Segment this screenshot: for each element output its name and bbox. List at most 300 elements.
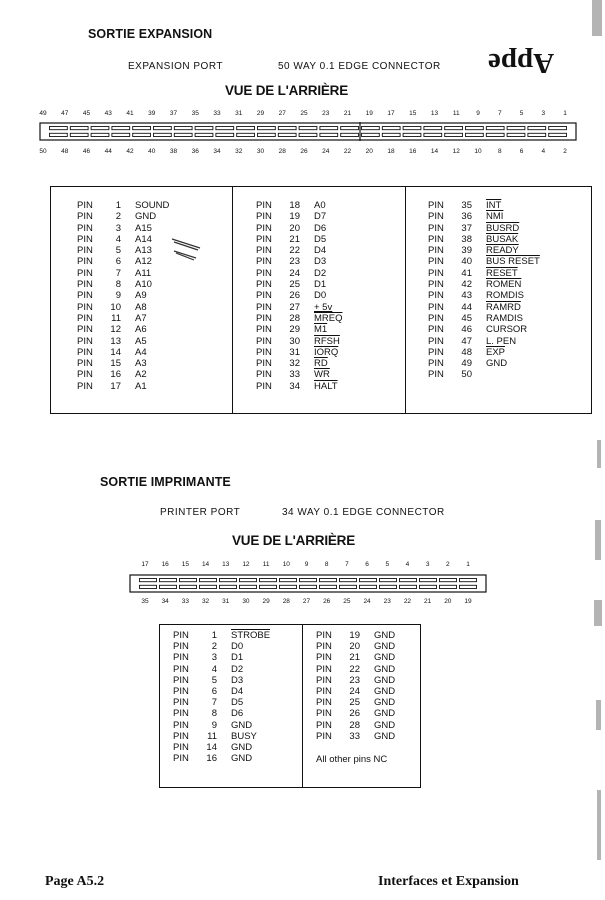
pin-number: 40 xyxy=(148,148,156,155)
pin-number-cell: 8 xyxy=(115,279,121,291)
pin-number: 22 xyxy=(343,148,352,155)
pin-number-cell: 11 xyxy=(111,312,121,324)
signal-name: D4 xyxy=(231,686,244,698)
pin-row xyxy=(428,234,591,245)
pin-number-cell: 21 xyxy=(289,233,300,245)
pen-scribble-mark xyxy=(170,236,206,262)
expansion-title: SORTIE EXPANSION xyxy=(88,27,213,41)
signal-name: BUS RESET xyxy=(486,256,540,268)
signal-name: GND xyxy=(231,753,253,765)
signal-name: ROMDIS xyxy=(486,290,524,302)
pin-keyword: PIN xyxy=(256,335,272,347)
pin-number: 10 xyxy=(474,148,482,155)
pin-number-cell: 24 xyxy=(289,267,300,279)
pin-keyword: PIN xyxy=(316,708,332,720)
pin-number: 7 xyxy=(497,110,502,117)
pin-keyword: PIN xyxy=(173,697,189,709)
pin-number-cell: 5 xyxy=(115,245,121,257)
pin-number: 39 xyxy=(148,110,156,117)
signal-name: A4 xyxy=(135,346,147,358)
pin-number-cell: 26 xyxy=(349,708,360,720)
expansion-pin-column-1 xyxy=(51,187,233,413)
pin-number: 33 xyxy=(213,110,221,117)
pin-keyword: PIN xyxy=(316,663,332,675)
pin-row xyxy=(428,200,591,211)
pin-number: 21 xyxy=(424,598,432,605)
signal-name: A14 xyxy=(135,233,152,245)
pin-row xyxy=(256,381,405,392)
pin-row xyxy=(428,336,591,347)
printer-port-label: PRINTER PORT xyxy=(160,507,241,518)
signal-name: A13 xyxy=(135,245,152,257)
pin-number-cell: 3 xyxy=(115,222,121,234)
pin-row xyxy=(316,686,420,697)
pin-keyword: PIN xyxy=(77,256,93,268)
pin-row xyxy=(316,675,420,686)
pin-number-cell: 50 xyxy=(461,369,472,381)
signal-name: $\overline{INT}$ xyxy=(486,200,502,211)
pin-number: 19 xyxy=(365,110,373,117)
pin-row xyxy=(428,211,591,222)
pin-row xyxy=(77,245,232,256)
signal-name: A1 xyxy=(135,380,147,392)
pin-number: 8 xyxy=(497,148,502,155)
pin-number: 50 xyxy=(39,148,47,155)
expansion-connector-label: 50 WAY 0.1 EDGE CONNECTOR xyxy=(278,61,441,72)
pin-number-cell: 19 xyxy=(349,630,360,641)
pin-number-cell: 11 xyxy=(207,730,217,742)
signal-name: A2 xyxy=(135,369,147,381)
pin-keyword: PIN xyxy=(256,301,272,313)
pin-row xyxy=(77,279,232,290)
pin-number-cell: 25 xyxy=(349,697,360,709)
pin-number: 7 xyxy=(345,561,349,568)
pin-number-cell: 20 xyxy=(349,641,360,653)
pin-keyword: PIN xyxy=(77,200,93,211)
signal-name: RAMRD xyxy=(486,301,521,313)
signal-name: MREQ xyxy=(314,312,343,324)
expansion-view-label: VUE DE L'ARRIÈRE xyxy=(225,83,349,98)
pin-number-cell: 1 xyxy=(115,200,121,211)
pin-number-cell: 14 xyxy=(206,742,217,754)
pin-number: 43 xyxy=(104,110,112,117)
pin-number: 31 xyxy=(235,110,243,117)
pin-number: 10 xyxy=(282,561,290,568)
pin-number: 13 xyxy=(222,561,230,568)
pin-row xyxy=(173,731,302,742)
pin-number-cell: 25 xyxy=(289,279,300,291)
pin-number-cell: 31 xyxy=(289,346,300,358)
pin-number-cell: 23 xyxy=(289,256,300,268)
signal-name: $\overline{EXP}$ xyxy=(486,346,506,358)
signal-name: D1 xyxy=(231,652,244,664)
pin-number-cell: 38 xyxy=(461,233,472,245)
pin-keyword: PIN xyxy=(316,630,332,641)
expansion-top-pin-numbers xyxy=(0,110,605,119)
pin-number: 11 xyxy=(452,110,460,117)
pin-number-cell: 23 xyxy=(349,674,360,686)
pin-row xyxy=(256,324,405,335)
pin-keyword: PIN xyxy=(256,245,272,257)
pin-number: 22 xyxy=(403,598,412,605)
pin-number-cell: 42 xyxy=(461,279,472,291)
pin-keyword: PIN xyxy=(173,686,189,698)
printer-edge-connector xyxy=(128,572,488,596)
signal-name: GND xyxy=(374,708,396,720)
pin-number-cell: 18 xyxy=(289,200,300,211)
pin-number-cell: 22 xyxy=(349,663,360,675)
pin-keyword: PIN xyxy=(77,380,93,392)
pin-number: 29 xyxy=(262,598,270,605)
pin-number-cell: 33 xyxy=(289,369,300,381)
pin-number: 30 xyxy=(256,148,265,155)
pin-row xyxy=(256,234,405,245)
signal-name: RESET xyxy=(486,267,518,279)
signal-name: D5 xyxy=(231,697,244,709)
signal-name: GND xyxy=(374,663,396,675)
pin-keyword: PIN xyxy=(428,267,444,279)
signal-name: A8 xyxy=(135,301,147,313)
pin-row xyxy=(428,369,591,380)
signal-name: D5 xyxy=(314,233,327,245)
pin-number-cell: 7 xyxy=(115,267,121,279)
signal-name: A7 xyxy=(135,312,147,324)
pin-keyword: PIN xyxy=(256,279,272,291)
pin-number-cell: 37 xyxy=(461,222,472,234)
pin-number: 25 xyxy=(300,110,308,117)
scan-edge-speckle xyxy=(588,0,605,900)
pin-number: 41 xyxy=(126,110,134,117)
signal-name: $\overline{WR}$ xyxy=(314,369,330,381)
signal-name: GND xyxy=(374,719,396,731)
pin-keyword: PIN xyxy=(77,346,93,358)
pin-row xyxy=(77,268,232,279)
pin-keyword: PIN xyxy=(428,279,444,291)
signal-name: D2 xyxy=(231,663,244,675)
pin-row xyxy=(77,347,232,358)
pin-number-cell: 7 xyxy=(211,697,217,709)
signal-name: A6 xyxy=(135,324,147,336)
pin-keyword: PIN xyxy=(173,663,189,675)
pin-keyword: PIN xyxy=(77,358,93,370)
pin-number: 44 xyxy=(104,148,112,155)
pin-number: 2 xyxy=(563,148,567,155)
pin-keyword: PIN xyxy=(256,267,272,279)
signal-name: D3 xyxy=(231,674,244,686)
pin-number: 34 xyxy=(213,148,221,155)
pin-row xyxy=(428,358,591,369)
pin-number-cell: 39 xyxy=(461,245,472,257)
pin-keyword: PIN xyxy=(428,222,444,234)
pin-number-cell: 2 xyxy=(211,641,217,653)
signal-name: CURSOR xyxy=(486,324,528,336)
pin-number: 14 xyxy=(430,148,439,155)
pin-keyword: PIN xyxy=(256,256,272,268)
pin-row xyxy=(428,347,591,358)
pin-row xyxy=(77,369,232,380)
pin-number: 1 xyxy=(563,110,567,117)
printer-view-label: VUE DE L'ARRIÈRE xyxy=(232,533,356,548)
pin-row xyxy=(428,245,591,256)
signal-name: READY xyxy=(486,245,519,257)
pin-number: 13 xyxy=(430,110,439,117)
pin-row xyxy=(256,268,405,279)
pin-row xyxy=(316,652,420,663)
pin-keyword: PIN xyxy=(256,290,272,302)
pin-row xyxy=(316,731,420,742)
pin-row xyxy=(173,641,302,652)
signal-name: D7 xyxy=(314,211,327,223)
pin-row xyxy=(256,302,405,313)
signal-name: D4 xyxy=(314,245,327,257)
pin-number: 4 xyxy=(541,148,546,155)
printer-top-pin-numbers xyxy=(0,561,605,570)
signal-name: GND xyxy=(374,652,396,664)
pin-keyword: PIN xyxy=(173,641,189,653)
pin-number: 32 xyxy=(235,148,243,155)
pin-row xyxy=(77,336,232,347)
pin-number: 17 xyxy=(141,561,149,568)
pin-number: 15 xyxy=(181,561,189,568)
pin-number-cell: 19 xyxy=(289,211,300,223)
pin-number: 24 xyxy=(322,148,330,155)
pin-keyword: PIN xyxy=(428,211,444,223)
pin-keyword: PIN xyxy=(428,335,444,347)
pin-keyword: PIN xyxy=(428,200,444,211)
pin-number-cell: 40 xyxy=(461,256,472,268)
expansion-edge-connector xyxy=(38,120,578,144)
pin-row xyxy=(77,313,232,324)
pin-row xyxy=(77,324,232,335)
pin-keyword: PIN xyxy=(256,233,272,245)
pin-row xyxy=(316,720,420,731)
signal-name: GND xyxy=(374,686,396,698)
signal-name: M1 xyxy=(314,324,328,336)
pin-row xyxy=(173,708,302,719)
pin-row xyxy=(173,742,302,753)
pin-row xyxy=(173,675,302,686)
pin-row xyxy=(173,664,302,675)
signal-name: A11 xyxy=(135,267,152,279)
pin-number-cell: 16 xyxy=(206,753,217,765)
pin-number: 20 xyxy=(365,148,373,155)
pin-number-cell: 17 xyxy=(110,380,121,392)
pin-keyword: PIN xyxy=(428,290,444,302)
signal-name: A9 xyxy=(135,290,147,302)
signal-name: BUSRD xyxy=(486,222,520,234)
pin-keyword: PIN xyxy=(173,753,189,765)
pin-keyword: PIN xyxy=(256,324,272,336)
pin-keyword: PIN xyxy=(428,301,444,313)
pin-row xyxy=(256,200,405,211)
signal-name: HALT xyxy=(314,380,338,392)
pin-number-cell: 16 xyxy=(110,369,121,381)
pin-keyword: PIN xyxy=(428,233,444,245)
pin-number: 3 xyxy=(541,110,546,117)
signal-name: RFSH xyxy=(314,335,340,347)
pin-number: 6 xyxy=(365,561,369,568)
pin-row xyxy=(173,697,302,708)
pin-row xyxy=(428,313,591,324)
pin-keyword: PIN xyxy=(256,369,272,381)
pin-row xyxy=(256,245,405,256)
pin-row xyxy=(77,211,232,222)
expansion-pin-table xyxy=(50,186,592,414)
pin-number: 18 xyxy=(387,148,395,155)
printer-pin-table xyxy=(159,624,421,788)
pin-number: 49 xyxy=(39,110,47,117)
pin-keyword: PIN xyxy=(428,346,444,358)
pin-number: 23 xyxy=(322,110,330,117)
pin-keyword: PIN xyxy=(256,200,272,211)
pin-number: 12 xyxy=(452,148,460,155)
signal-name: A12 xyxy=(135,256,152,268)
pin-keyword: PIN xyxy=(316,686,332,698)
pin-number-cell: 3 xyxy=(211,652,217,664)
pin-keyword: PIN xyxy=(173,674,189,686)
pin-keyword: PIN xyxy=(77,312,93,324)
pin-number: 17 xyxy=(387,110,395,117)
expansion-port-label: EXPANSION PORT xyxy=(128,61,223,72)
signal-name: GND xyxy=(374,641,396,653)
pin-keyword: PIN xyxy=(256,211,272,223)
pin-number: 9 xyxy=(304,561,309,568)
signal-name: D2 xyxy=(314,267,327,279)
signal-name: D1 xyxy=(314,279,327,291)
signal-name: GND xyxy=(231,719,253,731)
signal-name: GND xyxy=(374,630,396,641)
signal-name: ROMEN xyxy=(486,279,522,291)
pin-number: 14 xyxy=(201,561,210,568)
signal-name: A15 xyxy=(135,222,152,234)
pin-keyword: PIN xyxy=(256,312,272,324)
pin-row xyxy=(316,708,420,719)
pin-keyword: PIN xyxy=(256,346,272,358)
pin-number: 12 xyxy=(242,561,250,568)
printer-pin-column-2 xyxy=(303,625,420,787)
pin-number: 28 xyxy=(278,148,286,155)
signal-name: $\overline{NMI}$ xyxy=(486,211,504,223)
pin-keyword: PIN xyxy=(173,652,189,664)
pin-keyword: PIN xyxy=(173,708,189,720)
pin-number-cell: 45 xyxy=(461,312,472,324)
pin-row xyxy=(173,630,302,641)
pin-number-cell: 49 xyxy=(461,358,472,370)
pin-number-cell: 15 xyxy=(110,358,121,370)
pin-row xyxy=(316,630,420,641)
pin-number: 6 xyxy=(519,148,524,155)
pin-number: 15 xyxy=(409,110,417,117)
pin-keyword: PIN xyxy=(428,369,444,381)
pin-number-cell: 6 xyxy=(115,256,121,268)
pin-keyword: PIN xyxy=(77,267,93,279)
pin-row xyxy=(428,223,591,234)
pin-row xyxy=(256,256,405,267)
pin-keyword: PIN xyxy=(173,630,189,641)
pin-number-cell: 9 xyxy=(115,290,121,302)
pin-number-cell: 2 xyxy=(115,211,121,223)
pin-number: 33 xyxy=(181,598,189,605)
expansion-bottom-pin-numbers xyxy=(0,148,605,157)
printer-pin-column-1 xyxy=(160,625,303,787)
pin-number: 32 xyxy=(201,598,210,605)
pin-keyword: PIN xyxy=(77,222,93,234)
pin-keyword: PIN xyxy=(173,742,189,754)
pin-row xyxy=(428,279,591,290)
pin-number-cell: 5 xyxy=(211,674,217,686)
pin-number: 36 xyxy=(191,148,199,155)
footer-page-number: Page A5.2 xyxy=(45,874,105,889)
pin-number-cell: 24 xyxy=(349,686,360,698)
pin-row xyxy=(256,290,405,301)
pin-row xyxy=(256,211,405,222)
pin-number: 23 xyxy=(383,598,391,605)
pin-number-cell: 12 xyxy=(110,324,121,336)
pin-row xyxy=(428,290,591,301)
pin-row xyxy=(428,268,591,279)
printer-note: All other pins NC xyxy=(316,754,388,766)
pin-number: 16 xyxy=(409,148,417,155)
pin-number-cell: 4 xyxy=(115,233,121,245)
pin-number: 30 xyxy=(242,598,250,605)
pin-keyword: PIN xyxy=(173,719,189,731)
pin-number: 3 xyxy=(425,561,430,568)
pin-number: 48 xyxy=(61,148,69,155)
pin-number: 21 xyxy=(343,110,352,117)
pin-number-cell: 27 xyxy=(289,301,300,313)
pin-row xyxy=(256,336,405,347)
pin-number: 5 xyxy=(519,110,524,117)
pin-number: 8 xyxy=(324,561,329,568)
pin-number: 11 xyxy=(262,561,270,568)
pin-keyword: PIN xyxy=(316,697,332,709)
pin-number: 26 xyxy=(300,148,308,155)
pin-row xyxy=(428,256,591,267)
pin-keyword: PIN xyxy=(77,279,93,291)
signal-name: + 5v xyxy=(314,301,333,313)
pin-number: 47 xyxy=(61,110,69,117)
pin-number-cell: 4 xyxy=(211,663,217,675)
pin-keyword: PIN xyxy=(316,641,332,653)
signal-name: D0 xyxy=(314,290,327,302)
signal-name: A3 xyxy=(135,358,147,370)
pin-number: 35 xyxy=(141,598,149,605)
expansion-pin-column-2 xyxy=(233,187,406,413)
pin-row xyxy=(428,324,591,335)
pin-number-cell: 28 xyxy=(349,719,360,731)
pin-row xyxy=(428,302,591,313)
signal-name: L. PEN xyxy=(486,335,517,347)
signal-name: A0 xyxy=(314,200,326,211)
signal-name: GND xyxy=(374,730,396,742)
pin-number-cell: 1 xyxy=(211,630,217,641)
pin-number: 31 xyxy=(222,598,230,605)
pin-row xyxy=(77,381,232,392)
printer-connector-label: 34 WAY 0.1 EDGE CONNECTOR xyxy=(282,507,445,518)
printer-bottom-pin-numbers xyxy=(0,598,605,607)
pin-keyword: PIN xyxy=(173,730,189,742)
pin-keyword: PIN xyxy=(77,245,93,257)
pin-row xyxy=(256,223,405,234)
pin-number-cell: 30 xyxy=(289,335,300,347)
pin-keyword: PIN xyxy=(77,211,93,223)
signal-name: D6 xyxy=(231,708,244,720)
pin-number-cell: 22 xyxy=(289,245,300,257)
pin-keyword: PIN xyxy=(428,312,444,324)
signal-name: IORQ xyxy=(314,346,339,358)
pin-number: 5 xyxy=(385,561,390,568)
pin-number-cell: 8 xyxy=(211,708,217,720)
